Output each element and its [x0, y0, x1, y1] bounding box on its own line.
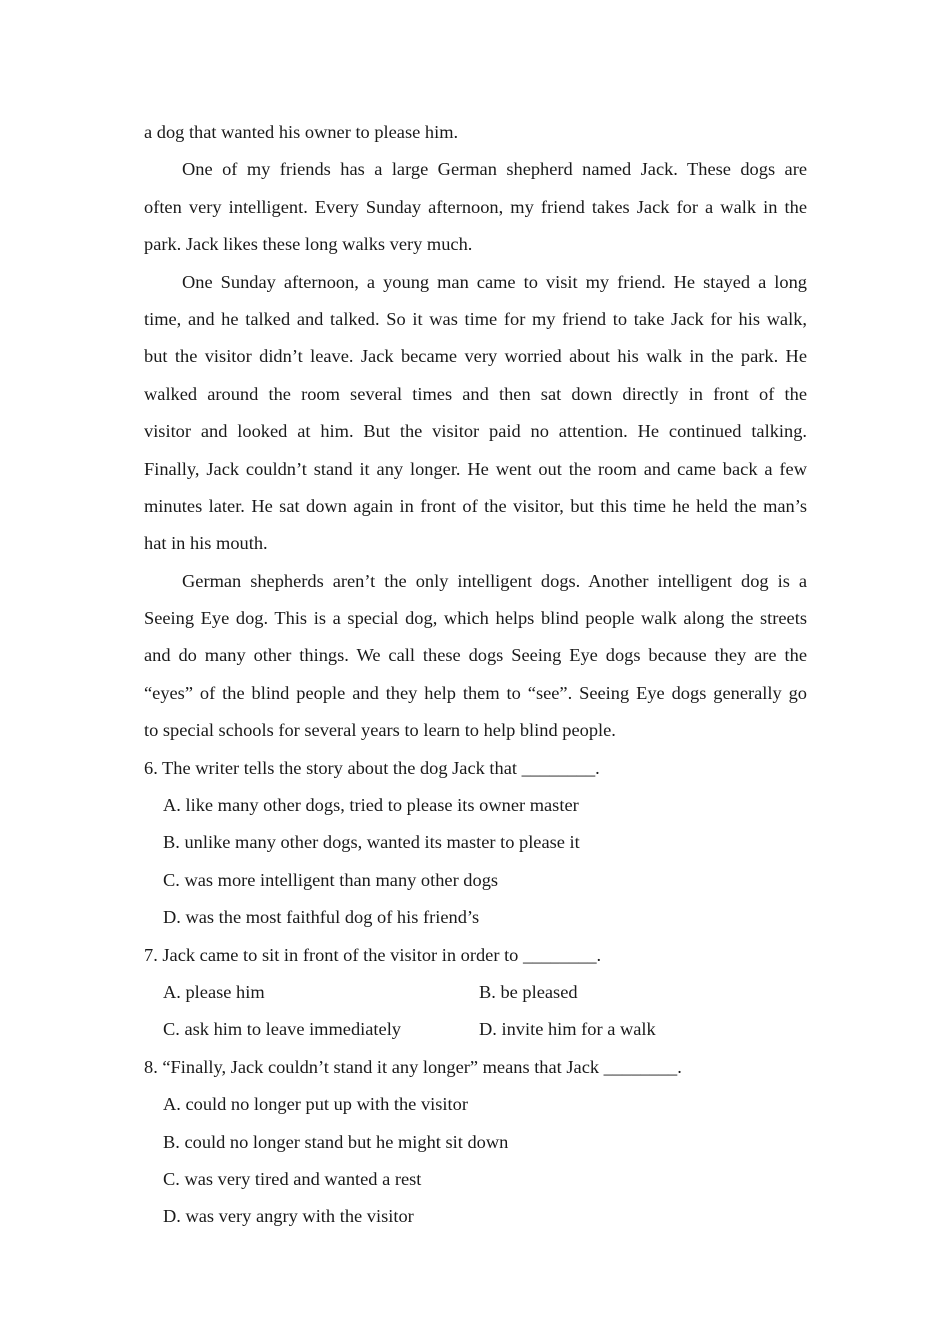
passage-line: minutes later. He sat down again in front of the visitor, but this time he held the man’s — [144, 495, 807, 516]
passage-line: often very intelligent. Every Sunday afternoon, my friend takes Jack for a walk in the — [144, 196, 807, 217]
answer-option: A. could no longer put up with the visitor — [163, 1094, 468, 1115]
answer-option: C. was more intelligent than many other dogs — [163, 869, 499, 890]
answer-option: B. be pleased — [479, 981, 578, 1002]
question-block — [144, 750, 807, 937]
answer-option: C. was very tired and wanted a rest — [163, 1168, 422, 1189]
page-content — [144, 114, 807, 1236]
passage-line: but the visitor didn’t leave. Jack became very worried about his walk in the park. He — [144, 346, 807, 367]
passage-line: Seeing Eye dog. This is a special dog, which helps blind people walk along the streets — [144, 608, 807, 629]
answer-option: B. unlike many other dogs, wanted its master to please it — [163, 832, 580, 853]
answer-option: D. invite him for a walk — [479, 1019, 656, 1040]
passage-line: walked around the room several times and then sat down directly in front of the — [144, 383, 807, 404]
question-stem: 7. Jack came to sit in front of the visitor in order to ________. — [144, 944, 602, 965]
option-row — [144, 1011, 807, 1048]
answer-option: B. could no longer stand but he might sit down — [163, 1131, 509, 1152]
passage-line: “eyes” of the blind people and they help them to “see”. Seeing Eye dogs generally go — [144, 682, 807, 703]
passage-line: time, and he talked and talked. So it was time for my friend to take Jack for his walk, — [144, 308, 807, 329]
answer-option: C. ask him to leave immediately — [163, 1019, 402, 1040]
passage-line: One of my friends has a large German shepherd named Jack. These dogs are — [182, 159, 807, 180]
passage-line: park. Jack likes these long walks very much. — [144, 234, 473, 255]
question-block — [144, 1049, 807, 1236]
passage-line: and do many other things. We call these dogs Seeing Eye dogs because they are the — [144, 645, 807, 666]
question-stem: 6. The writer tells the story about the dog Jack that ________. — [144, 757, 600, 778]
question-stem: 8. “Finally, Jack couldn’t stand it any longer” means that Jack ________. — [144, 1056, 682, 1077]
passage-line: German shepherds aren’t the only intelligent dogs. Another intelligent dog is a — [182, 570, 807, 591]
answer-option: D. was the most faithful dog of his friend’s — [163, 907, 480, 928]
question-block — [144, 937, 807, 1049]
passage-line: visitor and looked at him. But the visitor paid no attention. He continued talking. — [144, 421, 807, 442]
answer-option: A. please him — [163, 981, 265, 1002]
question-list — [144, 750, 807, 1236]
passage-line: hat in his mouth. — [144, 533, 268, 554]
option-row — [144, 974, 807, 1011]
answer-option: D. was very angry with the visitor — [163, 1206, 414, 1227]
passage-line: One Sunday afternoon, a young man came to visit my friend. He stayed a long — [182, 271, 807, 292]
reading-passage — [144, 114, 807, 750]
passage-line: Finally, Jack couldn’t stand it any longer. He went out the room and came back a few — [144, 458, 807, 479]
passage-line: to special schools for several years to learn to help blind people. — [144, 720, 616, 741]
passage-line: a dog that wanted his owner to please him. — [144, 122, 459, 142]
answer-option: A. like many other dogs, tried to please its owner master — [163, 795, 579, 816]
